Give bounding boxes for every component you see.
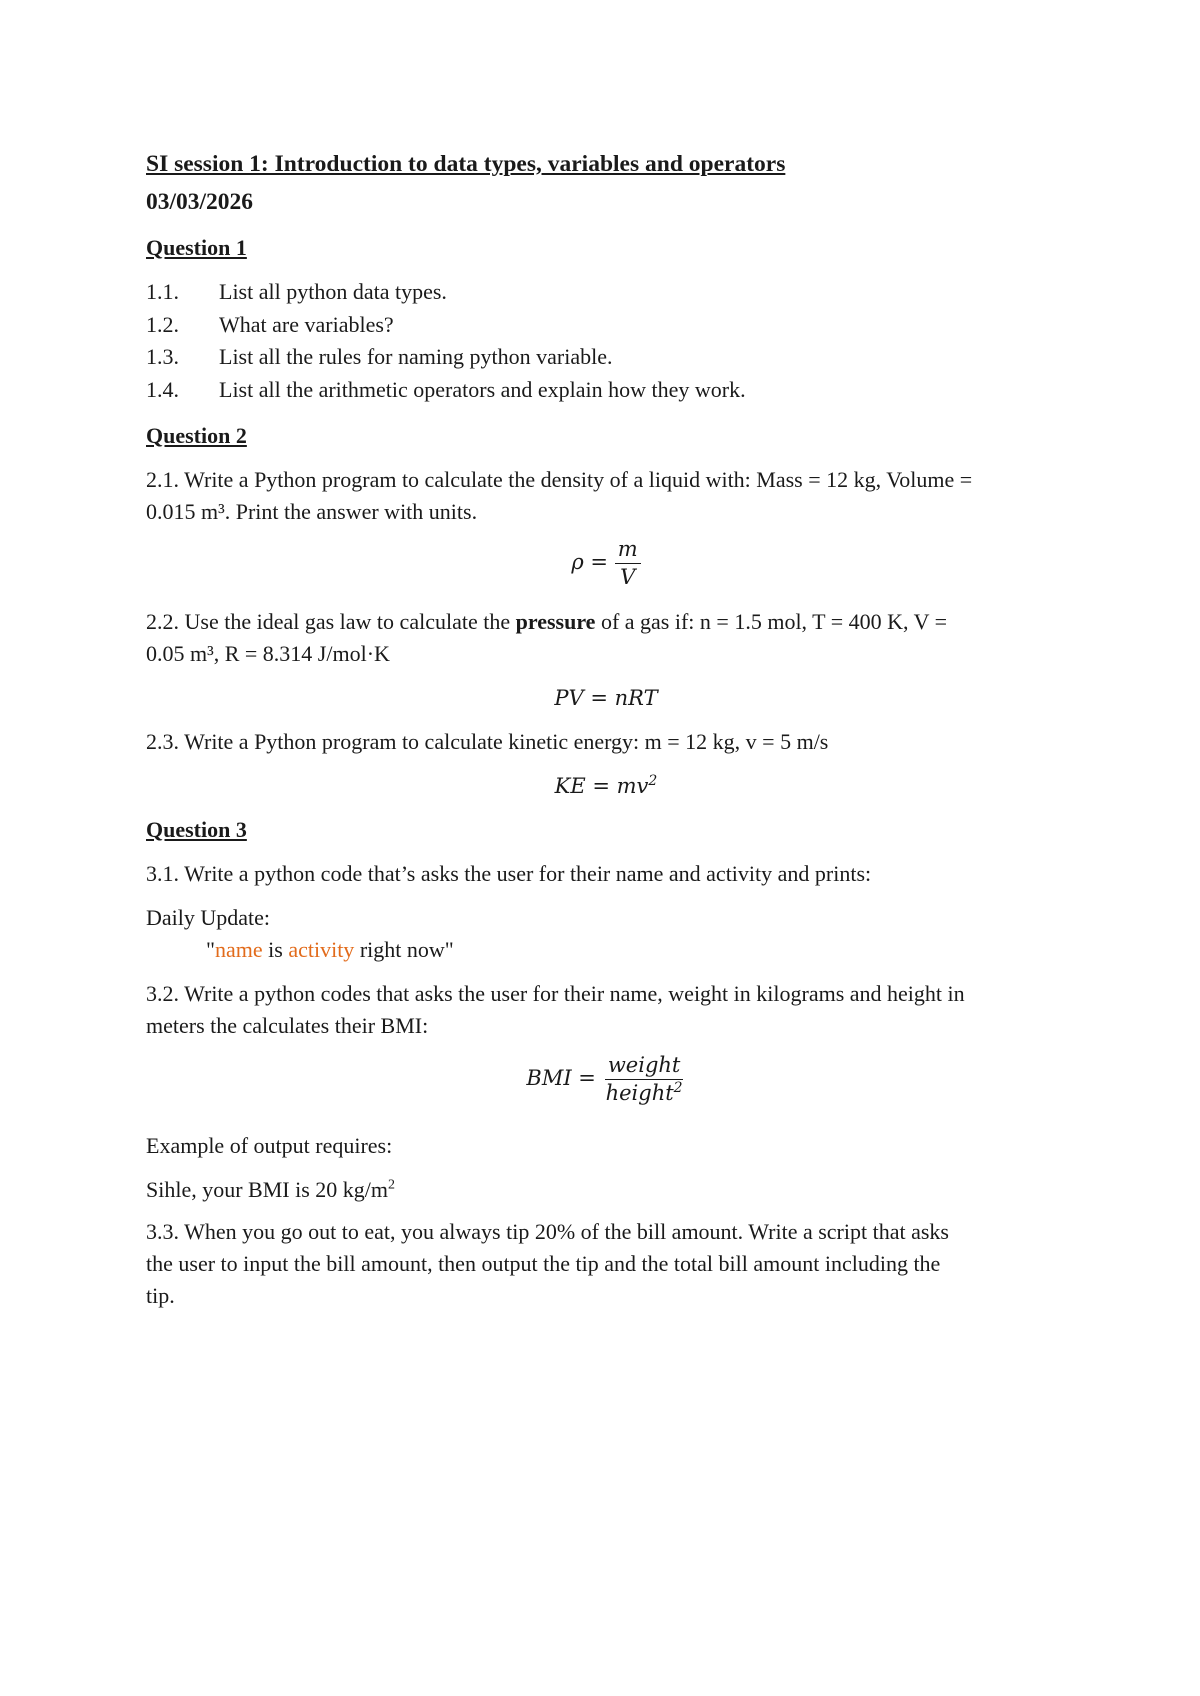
quote-open: " [206, 937, 215, 962]
list-item-number: 1.2. [146, 311, 179, 337]
bmi-denominator [603, 1080, 686, 1107]
example-output-text [146, 1174, 1066, 1206]
list-item-text: List all python data types. [219, 279, 447, 304]
document-date: 03/03/2026 [146, 189, 254, 215]
list-item-text: List all the arithmetic operators and explain how they work. [219, 376, 746, 402]
density-numerator: m [615, 536, 641, 564]
kinetic-energy-equation [146, 770, 1066, 802]
document-content [146, 148, 1066, 1312]
question-2-2-post: of a gas if: n = 1.5 mol, T = 400 K, V = [595, 609, 947, 634]
question-2-3-text: 2.3. Write a Python program to calculate kinetic energy: m = 12 kg, v = 5 m/s [146, 729, 829, 754]
question-3-3-line-3: tip. [146, 1283, 175, 1308]
list-item-number: 1.4. [146, 376, 179, 402]
bmi-equation [146, 1052, 1066, 1116]
kinetic-energy-exponent: 2 [648, 773, 658, 789]
question-2-1-line-1: 2.1. Write a Python program to calculate the density of a liquid with: Mass = 12 kg, Volume = [146, 467, 973, 492]
list-item-number: 1.1. [146, 279, 179, 304]
ideal-gas-equation: PV = nRT [554, 686, 658, 710]
daily-update-template [146, 934, 1066, 966]
example-output-label: Example of output requires: [146, 1133, 393, 1158]
list-item [146, 276, 1066, 309]
question-3-2-line-2: meters the calculates their BMI: [146, 1013, 429, 1038]
question-2-2-line-2: 0.05 m³, R = 8.314 J/mol·K [146, 641, 390, 666]
question-2-1-line-2: 0.015 m³. Print the answer with units. [146, 499, 478, 524]
bmi-denominator-base: height [605, 1081, 674, 1105]
density-denominator: V [620, 565, 636, 589]
density-fraction [615, 536, 641, 591]
pressure-bold: pressure [515, 609, 596, 634]
is-word: is [262, 937, 289, 962]
document-title: SI session 1: Introduction to data types, variables and operators [146, 151, 786, 177]
list-item-number: 1.3. [146, 344, 179, 369]
question-3-3-line-1: 3.3. When you go out to eat, you always tip 20% of the bill amount. Write a script that asks [146, 1219, 949, 1244]
list-item [146, 341, 1066, 374]
example-output-base: Sihle, your BMI is 20 kg/m [146, 1177, 389, 1202]
list-item [146, 309, 1066, 342]
bmi-denominator-exponent: 2 [673, 1080, 683, 1096]
question-2-2-pre: 2.2. Use the ideal gas law to calculate the [146, 609, 516, 634]
question-3-2-text [146, 978, 1066, 1042]
kinetic-energy-base: KE = mv [554, 774, 649, 798]
example-output-exponent: 2 [388, 1177, 396, 1193]
bmi-equation-lhs: BMI = [526, 1066, 596, 1090]
question-2-1-text [146, 464, 1066, 528]
bmi-fraction [603, 1052, 686, 1107]
quote-close: right now" [354, 937, 454, 962]
bmi-numerator: weight [605, 1052, 684, 1080]
question-1-list [146, 276, 1066, 406]
question-3-heading: Question 3 [146, 817, 247, 842]
list-item-text: List all the rules for naming python variable. [219, 344, 613, 369]
question-2-2-text [146, 606, 1066, 670]
question-2-heading: Question 2 [146, 423, 247, 448]
question-3-2-line-1: 3.2. Write a python codes that asks the user for their name, weight in kilograms and height in [146, 981, 965, 1006]
name-placeholder: name [214, 937, 263, 962]
list-item [146, 374, 1066, 407]
question-3-3-text [146, 1216, 1066, 1312]
density-equation-lhs: ρ = [571, 550, 608, 574]
daily-update-label: Daily Update: [146, 905, 271, 930]
density-equation [146, 536, 1066, 598]
list-item-text: What are variables? [219, 311, 394, 337]
activity-placeholder: activity [288, 937, 355, 962]
question-1-heading: Question 1 [146, 235, 247, 260]
question-3-3-line-2: the user to input the bill amount, then output the tip and the total bill amount including the [146, 1251, 941, 1276]
question-3-1-text: 3.1. Write a python code that’s asks the user for their name and activity and prints: [146, 861, 872, 886]
